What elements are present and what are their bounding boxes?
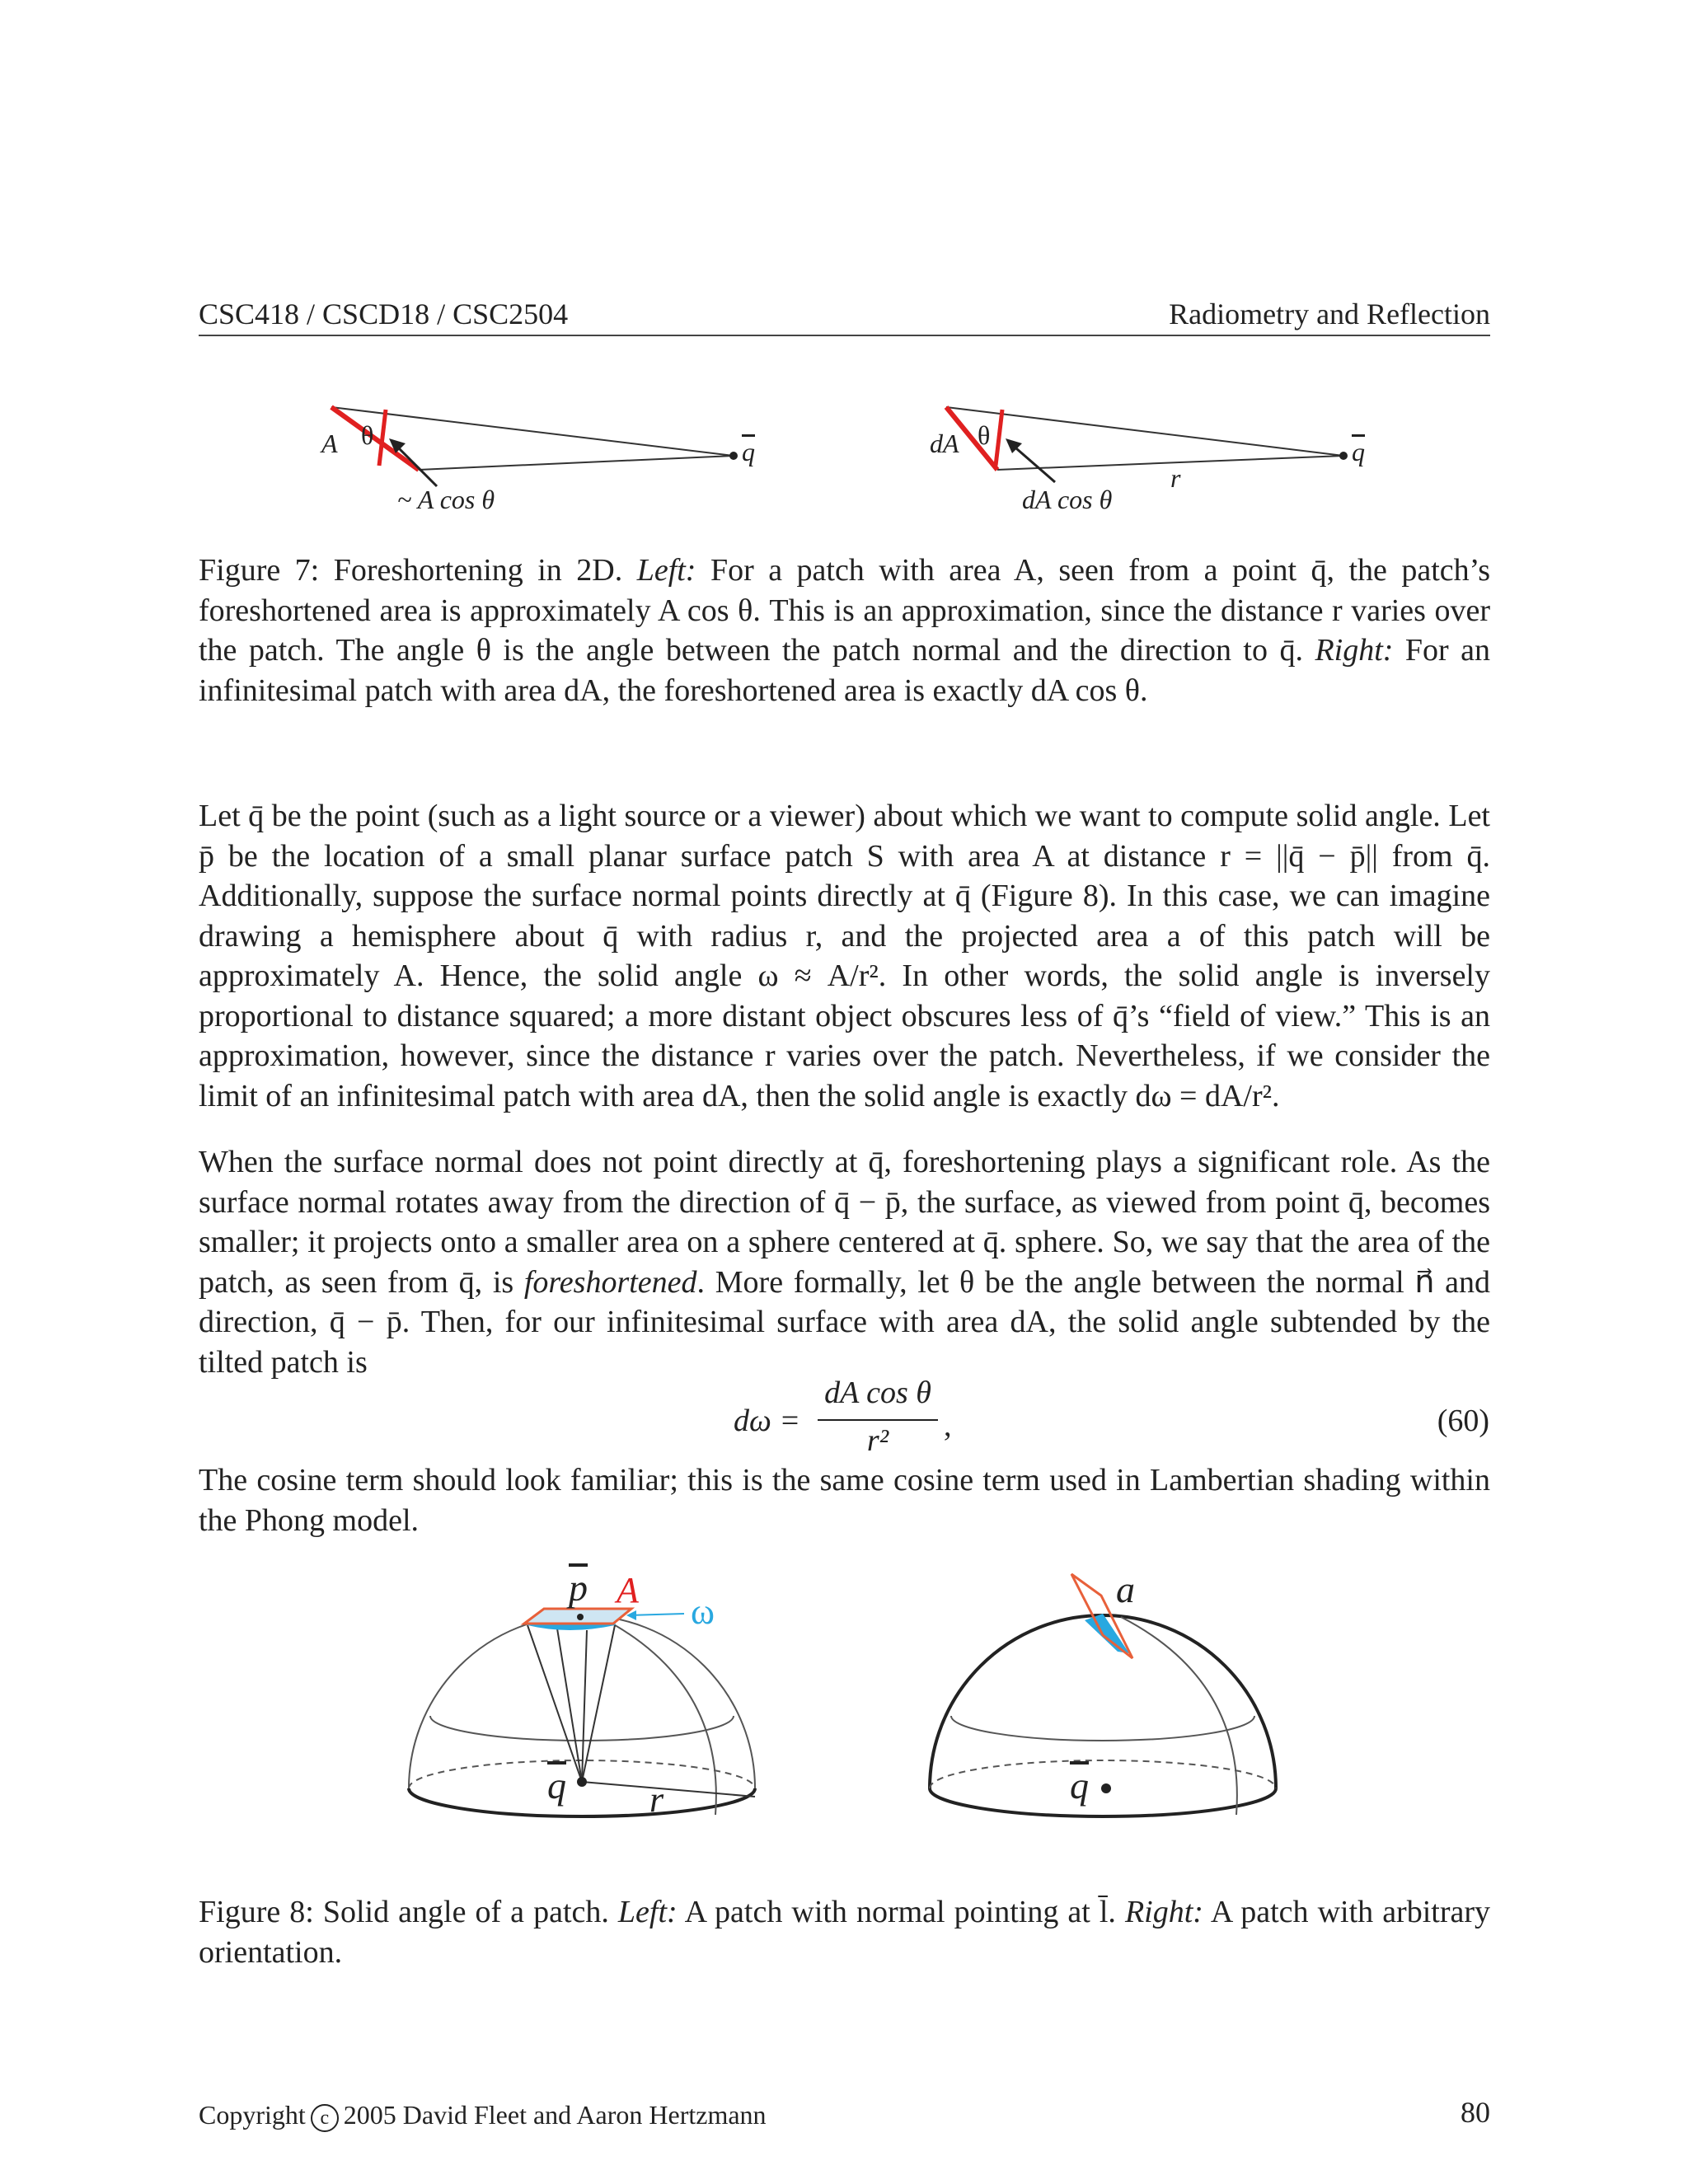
fig7-caption-title: Foreshortening in 2D.	[333, 553, 623, 588]
fig7-caption-text2: For an infinitesimal patch with area dA, the foreshortened area is exactly dA cos θ.	[199, 633, 1491, 708]
paragraph-1: Let q̄ be the point (such as a light source or a viewer) about which we want to compute solid angle. Let p̄ be the location of a small planar surface patch S with area A at distance r = ||q̄ − p̄|| from q̄. Additionally, suppose the surface normal points directly at q̄ (Figure 8). In this case, we can imagine drawing a hemisphere about q̄ with radius r, and the projected area a of this patch will be approximately A. Hence, the solid angle ω ≈ A/r². In other words, the solid angle is inversely proportional to distance squared; a more distant object obscures less of q̄’s “field of view.” This is an approximation, however, since the distance r varies over the patch. Nevertheless, if we consider the limit of an infinitesimal patch with area dA, then the solid angle is exactly dω = dA/r².	[199, 799, 1490, 1113]
fig7-caption-left: Left:	[636, 553, 696, 588]
fig7-left-point-label: $\overline{q}$	[742, 437, 755, 466]
fig7-left-proj-label: ~ A cos θ	[397, 485, 495, 514]
header-course: CSC418 / CSCD18 / CSC2504	[199, 298, 569, 330]
fig7-right-point-label: $\overline{q}$	[1352, 437, 1365, 466]
fig7-right-dist-label: r	[1170, 463, 1181, 493]
fig7-left-theta-label: θ	[361, 420, 374, 450]
footer-copyright	[199, 2100, 767, 2132]
fig7-caption-right: Right:	[1315, 633, 1394, 668]
fig8-caption-left: Left:	[617, 1895, 678, 1929]
fig8-left-omega-label: ω	[691, 1591, 715, 1632]
fig8-left-r-label: r	[649, 1779, 664, 1820]
figure-8-right-hemisphere	[930, 1574, 1276, 1816]
fig7-caption-text1: For a patch with area A, seen from a point q̄, the patch’s foreshortened area is approximately A cos θ. This is an approximation, since the distance r varies over the patch. The angle θ is the angle between the patch normal and the direction to q̄.	[199, 553, 1491, 668]
fig8-left-q-label: $\overline{q}$	[547, 1765, 566, 1807]
figure-8-caption	[199, 1892, 1490, 1972]
equation-number: (60)	[1437, 1404, 1489, 1438]
fig8-left-A-label: A	[617, 1570, 639, 1610]
fig7-right-theta-label: θ	[978, 420, 991, 450]
fig8-right-q-label: $\overline{q}$	[1070, 1765, 1089, 1807]
figure-8-left-hemisphere	[409, 1609, 755, 1816]
fig7-right-proj-label: dA cos θ	[1022, 485, 1113, 514]
fig7-left-area-label: A	[321, 429, 338, 458]
equation-denominator: r²	[866, 1423, 889, 1458]
paragraph-2-part-b: . More formally, let θ be the angle between the normal n⃗ and direction, q̄ − p̄. Then, for our infinitesimal surface with area dA, the solid angle subtended by the tilted patch is	[199, 1264, 1490, 1380]
fig8-caption-text2: A patch with arbitrary orientation.	[199, 1895, 1491, 1970]
equation-comma: ,	[944, 1408, 952, 1443]
copyright-prefix: Copyright	[199, 2100, 306, 2130]
fig8-left-p-label: $\overline{p}$	[569, 1567, 588, 1609]
copyright-text: 2005 David Fleet and Aaron Hertzmann	[343, 2100, 767, 2130]
equation-lhs: dω =	[734, 1404, 800, 1438]
fig8-caption-right: Right:	[1124, 1895, 1203, 1929]
fig7-caption-num: Figure 7:	[199, 553, 320, 588]
page-number: 80	[1461, 2096, 1490, 2129]
fig8-caption-text1: A patch with normal pointing at l̄.	[684, 1895, 1116, 1929]
paragraph-3: The cosine term should look familiar; this is the same cosine term used in Lambertian shading within the Phong model.	[199, 1463, 1490, 1538]
fig8-caption-num: Figure 8:	[199, 1895, 314, 1929]
equation-numerator: dA cos θ	[824, 1376, 931, 1410]
header-title: Radiometry and Reflection	[1169, 298, 1490, 330]
paragraph-2-emphasis: foreshortened	[523, 1264, 697, 1300]
copyright-symbol: c	[311, 2104, 339, 2132]
fig8-right-a-label: a	[1116, 1568, 1135, 1610]
fig7-right-area-label: dA	[930, 429, 959, 458]
fig8-caption-title: Solid angle of a patch.	[322, 1895, 609, 1929]
paragraph-2-part-a: When the surface normal does not point directly at q̄, foreshortening plays a significant role. As the surface normal rotates away from the direction of q̄ − p̄, the surface, as viewed from point q̄, becomes smaller; it projects onto a smaller area on a sphere centered at q̄. sphere. So, we say that the area of the patch, as seen from q̄, is	[199, 1145, 1490, 1300]
